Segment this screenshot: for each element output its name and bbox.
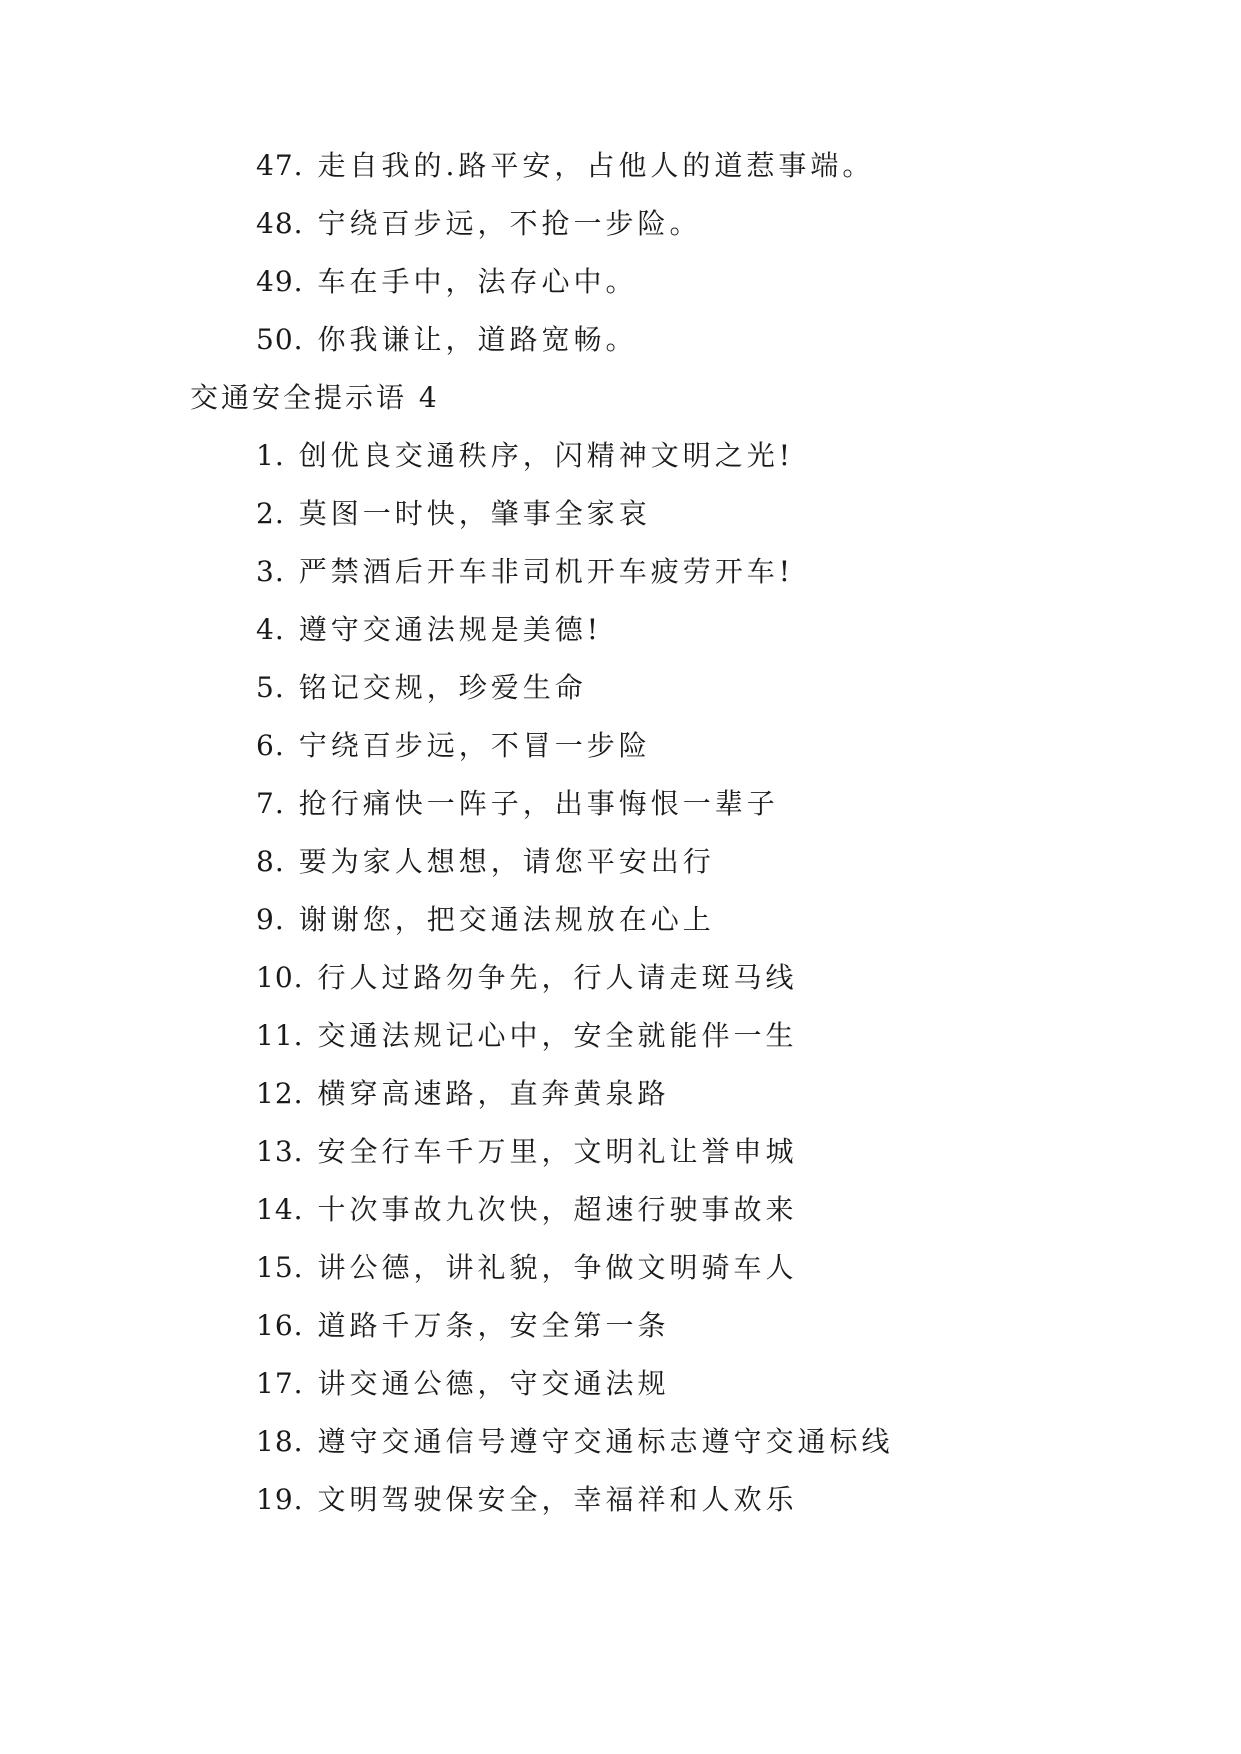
item-text: 宁绕百步远，不抢一步险。 (317, 207, 702, 240)
list-item (0, 1123, 1241, 1181)
list-item (0, 485, 1241, 543)
item-number: 3. (256, 555, 285, 588)
item-number: 15. (256, 1251, 304, 1284)
list-item (0, 427, 1241, 485)
item-text: 遵守交通信号遵守交通标志遵守交通标线 (317, 1425, 894, 1458)
list-item (0, 775, 1241, 833)
item-number: 17. (256, 1367, 304, 1400)
item-number: 10. (256, 961, 304, 994)
section-heading: 交通安全提示语 4 (190, 381, 440, 414)
item-number: 7. (256, 787, 285, 820)
list-item (0, 717, 1241, 775)
item-text: 铭记交规，珍爱生命 (298, 671, 587, 704)
item-text: 行人过路勿争先，行人请走斑马线 (317, 961, 798, 994)
item-text: 严禁酒后开车非司机开车疲劳开车! (298, 555, 794, 588)
list-item (0, 1239, 1241, 1297)
item-number: 47. (256, 149, 304, 182)
list-item (0, 1355, 1241, 1413)
item-text: 走自我的.路平安，占他人的道惹事端。 (317, 149, 875, 182)
item-number: 5. (256, 671, 285, 704)
list-item (0, 543, 1241, 601)
item-text: 宁绕百步远，不冒一步险 (298, 729, 651, 762)
list-item (0, 1471, 1241, 1529)
list-item (0, 949, 1241, 1007)
item-text: 莫图一时快，肇事全家哀 (298, 497, 651, 530)
item-text: 横穿高速路，直奔黄泉路 (317, 1077, 670, 1110)
item-text: 讲公德，讲礼貌，争做文明骑车人 (317, 1251, 798, 1284)
item-number: 50. (256, 323, 304, 356)
list-item (0, 1065, 1241, 1123)
item-text: 讲交通公德，守交通法规 (317, 1367, 670, 1400)
list-item (0, 1007, 1241, 1065)
list-item (0, 1413, 1241, 1471)
item-number: 4. (256, 613, 285, 646)
list-item (0, 311, 1241, 369)
item-text: 安全行车千万里，文明礼让誉申城 (317, 1135, 798, 1168)
item-text: 抢行痛快一阵子，出事悔恨一辈子 (298, 787, 779, 820)
item-number: 14. (256, 1193, 304, 1226)
item-text: 道路千万条，安全第一条 (317, 1309, 670, 1342)
item-text: 文明驾驶保安全，幸福祥和人欢乐 (317, 1483, 798, 1516)
list-item (0, 253, 1241, 311)
item-text: 谢谢您，把交通法规放在心上 (298, 903, 715, 936)
list-item (0, 833, 1241, 891)
item-number: 9. (256, 903, 285, 936)
item-text: 你我谦让，道路宽畅。 (317, 323, 638, 356)
list-item (0, 1181, 1241, 1239)
item-number: 49. (256, 265, 304, 298)
item-text: 要为家人想想，请您平安出行 (298, 845, 715, 878)
list-item (0, 195, 1241, 253)
list-item (0, 601, 1241, 659)
item-number: 6. (256, 729, 285, 762)
item-number: 11. (256, 1019, 304, 1052)
item-text: 十次事故九次快，超速行驶事故来 (317, 1193, 798, 1226)
item-number: 16. (256, 1309, 304, 1342)
list-item (0, 1297, 1241, 1355)
item-number: 48. (256, 207, 304, 240)
item-number: 18. (256, 1425, 304, 1458)
item-number: 12. (256, 1077, 304, 1110)
item-text: 遵守交通法规是美德! (298, 613, 602, 646)
item-text: 车在手中，法存心中。 (317, 265, 638, 298)
item-number: 2. (256, 497, 285, 530)
section (0, 369, 1241, 1529)
continued-list (0, 137, 1241, 369)
item-number: 19. (256, 1483, 304, 1516)
item-text: 交通法规记心中，安全就能伴一生 (317, 1019, 798, 1052)
item-text: 创优良交通秩序，闪精神文明之光! (298, 439, 794, 472)
item-number: 8. (256, 845, 285, 878)
list-item (0, 659, 1241, 717)
list-item (0, 137, 1241, 195)
item-number: 1. (256, 439, 285, 472)
item-number: 13. (256, 1135, 304, 1168)
list-item (0, 891, 1241, 949)
